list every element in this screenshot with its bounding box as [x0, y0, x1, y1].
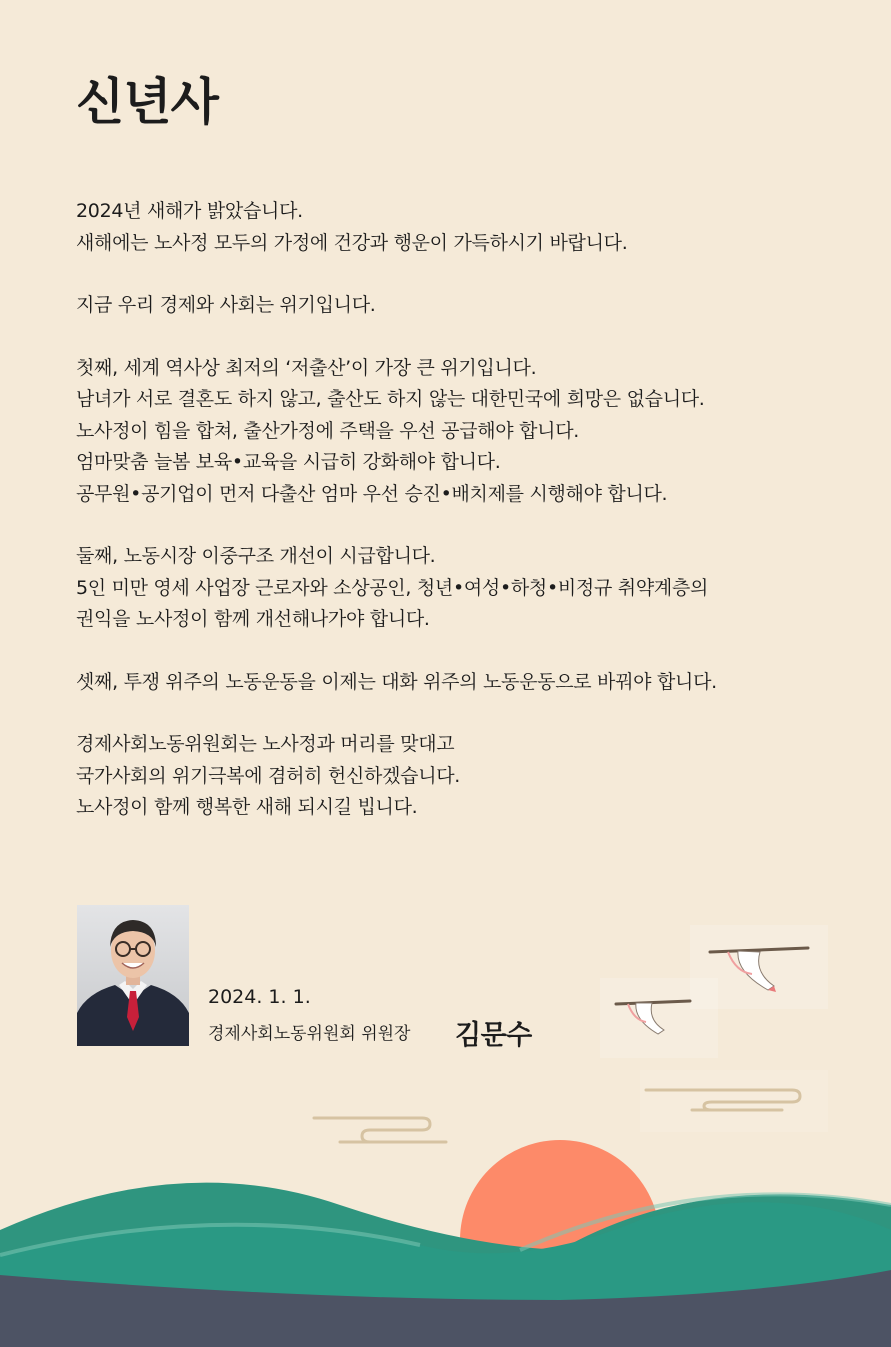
- text-line: 경제사회노동위원회는 노사정과 머리를 맞대고: [76, 733, 455, 755]
- landscape-illustration: [0, 1110, 891, 1347]
- text-line: 엄마맞춤 늘봄 보육•교육을 시급히 강화해야 합니다.: [76, 451, 501, 473]
- crane-icon: [708, 942, 812, 998]
- signature-role: 경제사회노동위원회 위원장: [208, 1024, 411, 1044]
- text-line: 새해에는 노사정 모두의 가정에 건강과 행운이 가득하시기 바랍니다.: [76, 231, 628, 254]
- crane-icon: [614, 996, 694, 1040]
- text-line: 5인 미만 영세 사업장 근로자와 소상공인, 청년•여성•하청•비정규 취약계층의: [76, 576, 709, 599]
- paragraph-crisis: [76, 290, 846, 322]
- text-line: 셋째, 투쟁 위주의 노동운동을 이제는 대화 위주의 노동운동으로 바꿔야 합니다.: [76, 670, 717, 693]
- text-line: 2024년 새해가 밝았습니다.: [76, 200, 303, 222]
- portrait-illustration: [77, 905, 189, 1046]
- paragraph-greeting: [76, 196, 846, 259]
- signature-date: 2024. 1. 1.: [208, 986, 311, 1008]
- text-line: 지금 우리 경제와 사회는 위기입니다.: [76, 294, 376, 316]
- text-line: 노사정이 힘을 합쳐, 출산가정에 주택을 우선 공급해야 합니다.: [76, 419, 580, 442]
- paragraph-second: [76, 541, 846, 636]
- page-title: 신년사: [76, 73, 218, 131]
- letter-body: [76, 196, 846, 855]
- paragraph-third: [76, 667, 846, 699]
- chairman-portrait: [77, 905, 189, 1046]
- text-line: 노사정이 함께 행복한 새해 되시길 빕니다.: [76, 796, 418, 818]
- text-line: 둘째, 노동시장 이중구조 개선이 시급합니다.: [76, 545, 436, 567]
- paragraph-first: [76, 353, 846, 511]
- text-line: 국가사회의 위기극복에 겸허히 헌신하겠습니다.: [76, 764, 461, 787]
- text-line: 첫째, 세계 역사상 최저의 ‘저출산’이 가장 큰 위기입니다.: [76, 356, 537, 379]
- signature-name: 김문수: [455, 1020, 532, 1051]
- text-line: 권익을 노사정이 함께 개선해나가야 합니다.: [76, 608, 430, 630]
- text-line: 공무원•공기업이 먼저 다출산 엄마 우선 승진•배치제를 시행해야 합니다.: [76, 482, 668, 505]
- text-line: 남녀가 서로 결혼도 하지 않고, 출산도 하지 않는 대한민국에 희망은 없습니다.: [76, 388, 705, 410]
- paragraph-closing: [76, 729, 846, 824]
